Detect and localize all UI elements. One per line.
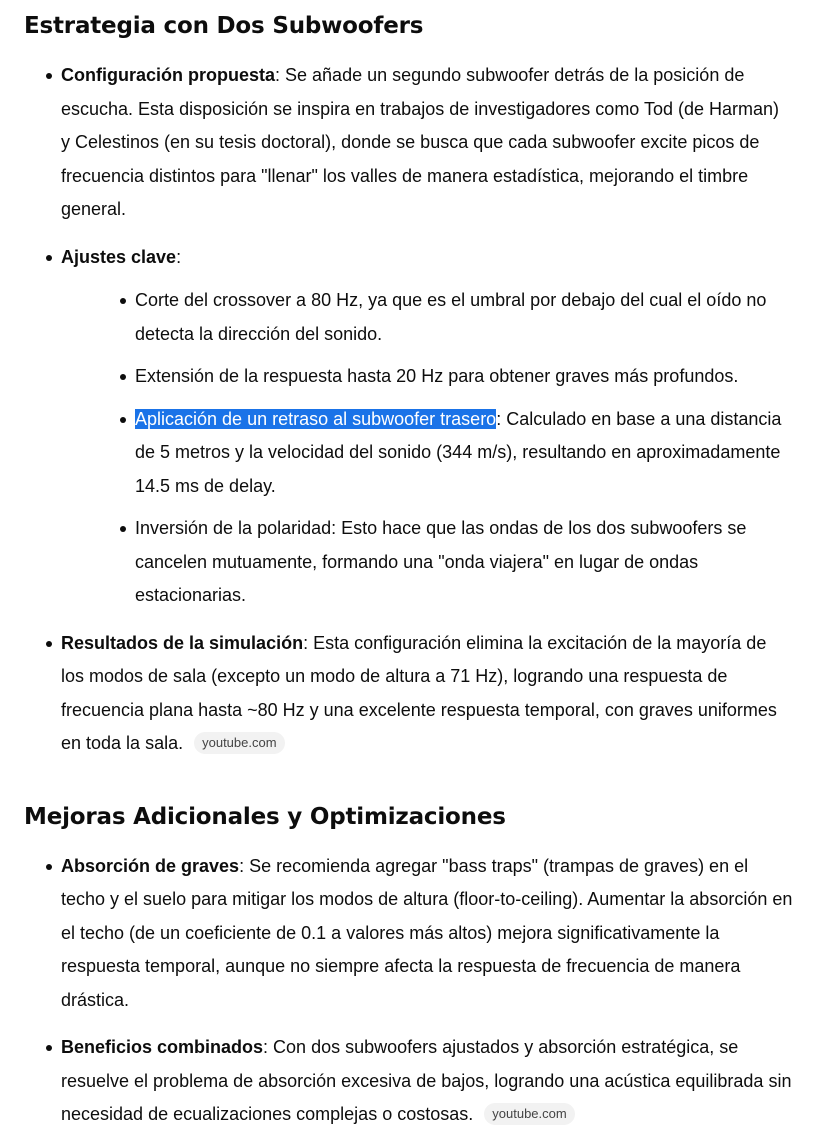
item-label: Resultados de la simulación (61, 632, 304, 653)
item-label: Absorción de graves (61, 855, 240, 876)
list-item-simulation-results (24, 627, 793, 761)
item-label: Beneficios combinados (61, 1037, 264, 1057)
section-heading-dual-subwoofer: Estrategia con Dos Subwoofers (24, 13, 424, 39)
item-label: Configuración propuesta (61, 65, 276, 85)
list-item-configuration (24, 59, 793, 227)
selected-text-highlight[interactable]: Aplicación de un retraso al subwoofer trasero (135, 408, 497, 429)
item-text: : Se recomienda agregar "bass traps" (trampas de graves) en el techo y el suelo para mitigar los modos de altura (floor-to-ceiling). Aumentar la absorción en el techo (de un coeficiente de 0.1 a valores más altos) mejora significativamente la respuesta temporal, aunque no siempre afecta la respuesta de frecuencia de manera drástica. (61, 855, 793, 1010)
subitem-text: Inversión de la polaridad: Esto hace que las ondas de los dos subwoofers se cancelen mutuamente, formando una "onda viajera" en lugar de ondas estacionarias. (135, 518, 747, 605)
source-citation-chip[interactable]: youtube.com (484, 1103, 574, 1125)
list-item-combined-benefits (24, 1031, 793, 1132)
list-item-bass-absorption (24, 850, 793, 1018)
subitem-delay (61, 403, 793, 504)
subitem-polarity (61, 512, 793, 613)
item-text: : Con dos subwoofers ajustados y absorción estratégica, se resuelve el problema de absorción excesiva de bajos, logrando una acústica equilibrada sin necesidad de ecualizaciones complejas o costosas. (61, 1037, 792, 1124)
item-label: Ajustes clave (61, 246, 177, 267)
section-2-list (24, 850, 793, 1132)
item-text: : (176, 246, 182, 267)
subitem-text: Extensión de la respuesta hasta 20 Hz para obtener graves más profundos. (135, 366, 739, 386)
subitem-text: : Calculado en base a una distancia de 5 metros y la velocidad del sonido (344 m/s), resultando en aproximadamente 14.5 ms de delay. (135, 408, 782, 496)
item-text: : Se añade un segundo subwoofer detrás de la posición de escucha. Esta disposición se inspira en trabajos de investigadores como Tod (de Harman) y Celestinos (en su tesis doctoral), donde se busca que cada subwoofer excite picos de frecuencia distintos para "llenar" los valles de manera estadística, mejorando el timbre general. (61, 65, 780, 219)
section-1-list (24, 59, 793, 761)
key-settings-sublist (61, 284, 793, 613)
list-item-key-settings (24, 241, 793, 613)
subitem-crossover (61, 284, 793, 351)
section-heading-improvements: Mejoras Adicionales y Optimizaciones (24, 803, 506, 830)
source-citation-chip[interactable]: youtube.com (194, 732, 284, 754)
subitem-text: Corte del crossover a 80 Hz, ya que es el umbral por debajo del cual el oído no detecta la dirección del sonido. (135, 290, 767, 344)
subitem-extension (61, 360, 793, 394)
item-text: : Esta configuración elimina la excitación de la mayoría de los modos de sala (excepto un modo de altura a 71 Hz), logrando una respuesta de frecuencia plana hasta ~80 Hz y una excelente respuesta temporal, con graves uniformes en toda la sala. (61, 632, 777, 753)
